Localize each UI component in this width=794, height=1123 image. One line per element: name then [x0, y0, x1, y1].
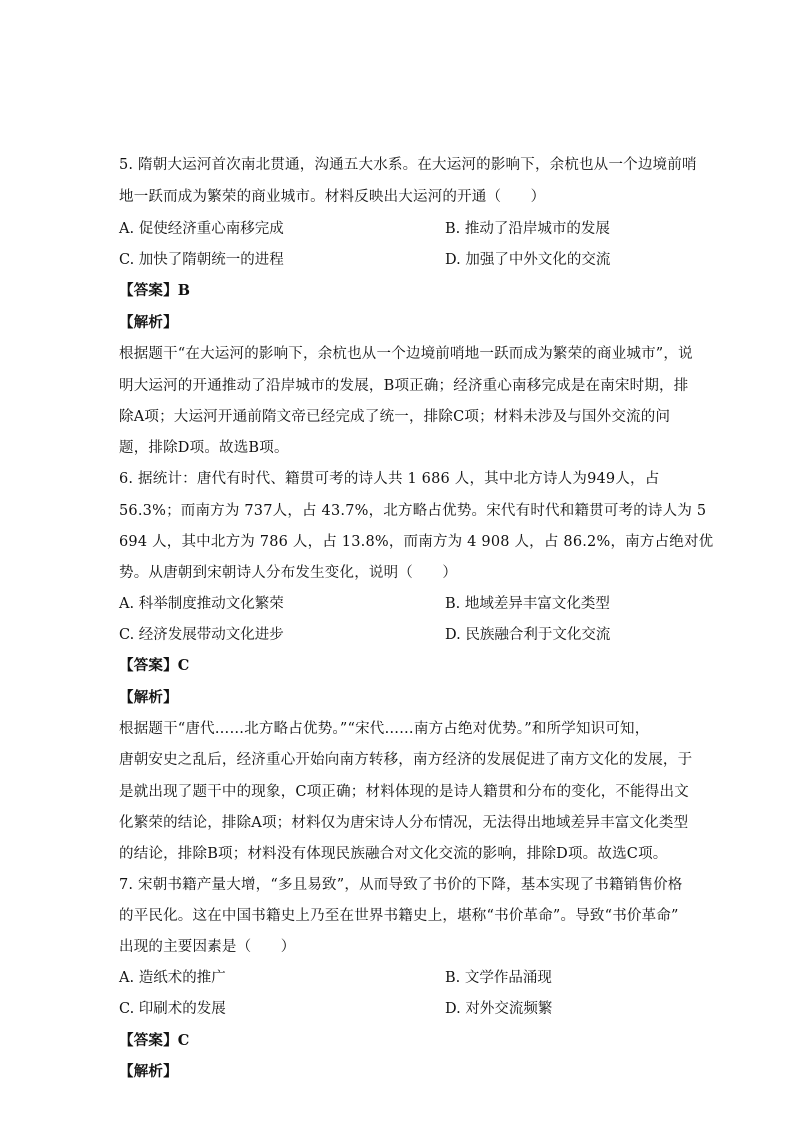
q6-analysis-line-1: 根据题干“唐代……北方略占优势。”“宋代……南方占绝对优势。”和所学知识可知， — [119, 721, 650, 737]
q5-analysis-line-1: 根据题干“在大运河的影响下，余杭也从一个边境前哨地一跃而成为繁荣的商业城市”，说 — [119, 346, 693, 362]
q6-stem-line-2: 56.3%；而南方为 737人，占 43.7%，北方略占优势。宋代有时代和籍贯可考的诗人为 5 — [119, 503, 707, 519]
q7-option-a: A. 造纸术的推广 — [119, 970, 226, 986]
q6-stem-line-3: 694 人，其中北方为 786 人，占 13.8%，而南方为 4 908 人，占 86.2%，南方占绝对优 — [119, 534, 714, 550]
q5-option-a: A. 促使经济重心南移完成 — [119, 221, 284, 237]
q5-answer: 【答案】B — [119, 282, 191, 299]
q7-option-c: C. 印刷术的发展 — [119, 1001, 226, 1017]
q5-analysis-line-3: 除A项；大运河开通前隋文帝已经完成了统一，排除C项；材料未涉及与国外交流的问 — [119, 409, 671, 425]
q5-option-d: D. 加强了中外文化的交流 — [445, 252, 611, 268]
q5-stem-line-2: 地一跃而成为繁荣的商业城市。材料反映出大运河的开通（ ） — [119, 189, 546, 205]
q6-analysis-line-3: 是就出现了题干中的现象，C项正确；材料体现的是诗人籍贯和分布的变化，不能得出文 — [119, 784, 689, 800]
q6-option-a: A. 科举制度推动文化繁荣 — [119, 596, 284, 612]
q7-analysis-title: 【解析】 — [119, 1063, 178, 1080]
q6-option-b: B. 地域差异丰富文化类型 — [445, 596, 610, 612]
q7-stem-line-3: 出现的主要因素是（ ） — [119, 939, 296, 955]
q6-answer: 【答案】C — [119, 657, 190, 674]
q6-analysis-line-4: 化繁荣的结论，排除A项；材料仅为唐宋诗人分布情况，无法得出地域差异丰富文化类型 — [119, 815, 689, 831]
q6-analysis-line-2: 唐朝安史之乱后，经济重心开始向南方转移，南方经济的发展促进了南方文化的发展，于 — [119, 752, 693, 768]
q7-option-b: B. 文学作品涌现 — [445, 970, 552, 986]
q7-stem-line-2: 的平民化。这在中国书籍史上乃至在世界书籍史上，堪称“书价革命”。导致“书价革命” — [119, 908, 679, 924]
q7-answer: 【答案】C — [119, 1032, 190, 1049]
q5-stem-line-1: 5. 隋朝大运河首次南北贯通，沟通五大水系。在大运河的影响下，余杭也从一个边境前哨 — [119, 157, 697, 173]
q6-option-d: D. 民族融合利于文化交流 — [445, 627, 611, 643]
q6-stem-line-4: 势。从唐朝到宋朝诗人分布发生变化，说明（ ） — [119, 565, 458, 581]
q5-analysis-line-4: 题，排除D项。故选B项。 — [119, 440, 289, 456]
q6-analysis-line-5: 的结论，排除B项；材料没有体现民族融合对文化交流的影响，排除D项。故选C项。 — [119, 846, 668, 862]
q6-option-c: C. 经济发展带动文化进步 — [119, 627, 284, 643]
q5-analysis-title: 【解析】 — [119, 314, 178, 331]
q5-option-c: C. 加快了隋朝统一的进程 — [119, 252, 284, 268]
q5-analysis-line-2: 明大运河的开通推动了沿岸城市的发展，B项正确；经济重心南移完成是在南宋时期，排 — [119, 378, 689, 394]
q5-option-b: B. 推动了沿岸城市的发展 — [445, 221, 610, 237]
q7-stem-line-1: 7. 宋朝书籍产量大增，“多且易致”，从而导致了书价的下降，基本实现了书籍销售价格 — [119, 877, 683, 893]
q6-stem-line-1: 6. 据统计：唐代有时代、籍贯可考的诗人共 1 686 人，其中北方诗人为949人，占 — [119, 471, 660, 487]
q6-analysis-title: 【解析】 — [119, 689, 178, 706]
q7-option-d: D. 对外交流频繁 — [445, 1001, 553, 1017]
